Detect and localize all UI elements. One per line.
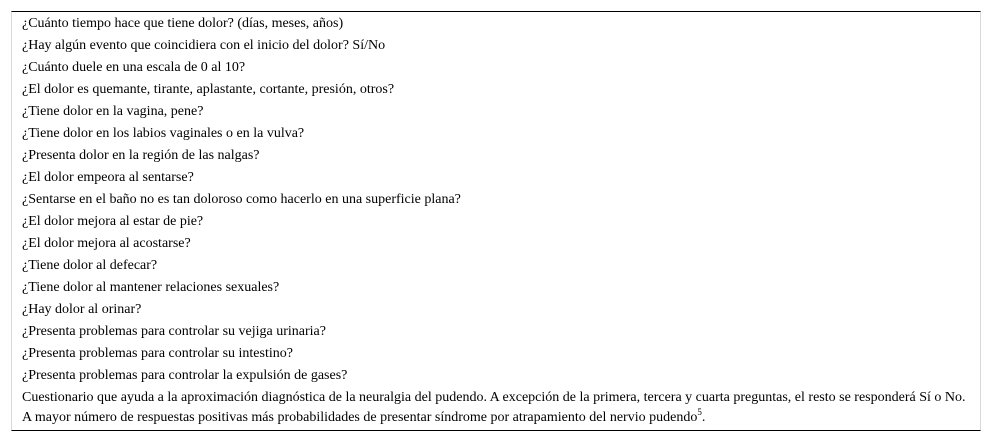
question-row: ¿Presenta problemas para controlar su intestino? [22, 346, 293, 361]
question-row: ¿Cuánto tiempo hace que tiene dolor? (días, meses, años) [22, 16, 344, 31]
question-row: ¿Tiene dolor en los labios vaginales o en la vulva? [22, 126, 305, 141]
question-row: ¿Tiene dolor al defecar? [22, 258, 158, 273]
question-row: ¿Presenta dolor en la región de las nalgas? [22, 148, 260, 163]
question-row: ¿Tiene dolor al mantener relaciones sexuales? [22, 280, 280, 295]
question-row: ¿El dolor mejora al estar de pie? [22, 214, 204, 229]
question-row: ¿Tiene dolor en la vagina, pene? [22, 104, 204, 119]
question-row: ¿Sentarse en el baño no es tan doloroso como hacerlo en una superficie plana? [22, 192, 461, 207]
question-row: ¿El dolor empeora al sentarse? [22, 170, 194, 185]
table-footnote [12, 387, 980, 430]
question-row: ¿Cuánto duele en una escala de 0 al 10? [22, 60, 246, 75]
footnote-reference: 5 [697, 407, 702, 417]
questionnaire-table [11, 11, 981, 431]
question-row: ¿El dolor mejora al acostarse? [22, 236, 191, 251]
question-row: ¿Hay algún evento que coincidiera con el inicio del dolor? Sí/No [22, 38, 386, 53]
footnote-end: . [701, 410, 706, 425]
question-row: ¿Presenta problemas para controlar la expulsión de gases? [22, 368, 348, 383]
question-row: ¿Presenta problemas para controlar su vejiga urinaria? [22, 324, 326, 339]
footnote-text: Cuestionario que ayuda a la aproximación diagnóstica de la neuralgia del pudendo. A excepción de la primera, tercera y cuarta preguntas, el resto se responderá Sí o No. A mayor número de respuestas positivas más probabilidades de presentar síndrome por atrapamiento del nervio pudendo [22, 390, 966, 425]
question-row: ¿El dolor es quemante, tirante, aplastante, cortante, presión, otros? [22, 82, 395, 97]
question-row: ¿Hay dolor al orinar? [22, 302, 142, 317]
